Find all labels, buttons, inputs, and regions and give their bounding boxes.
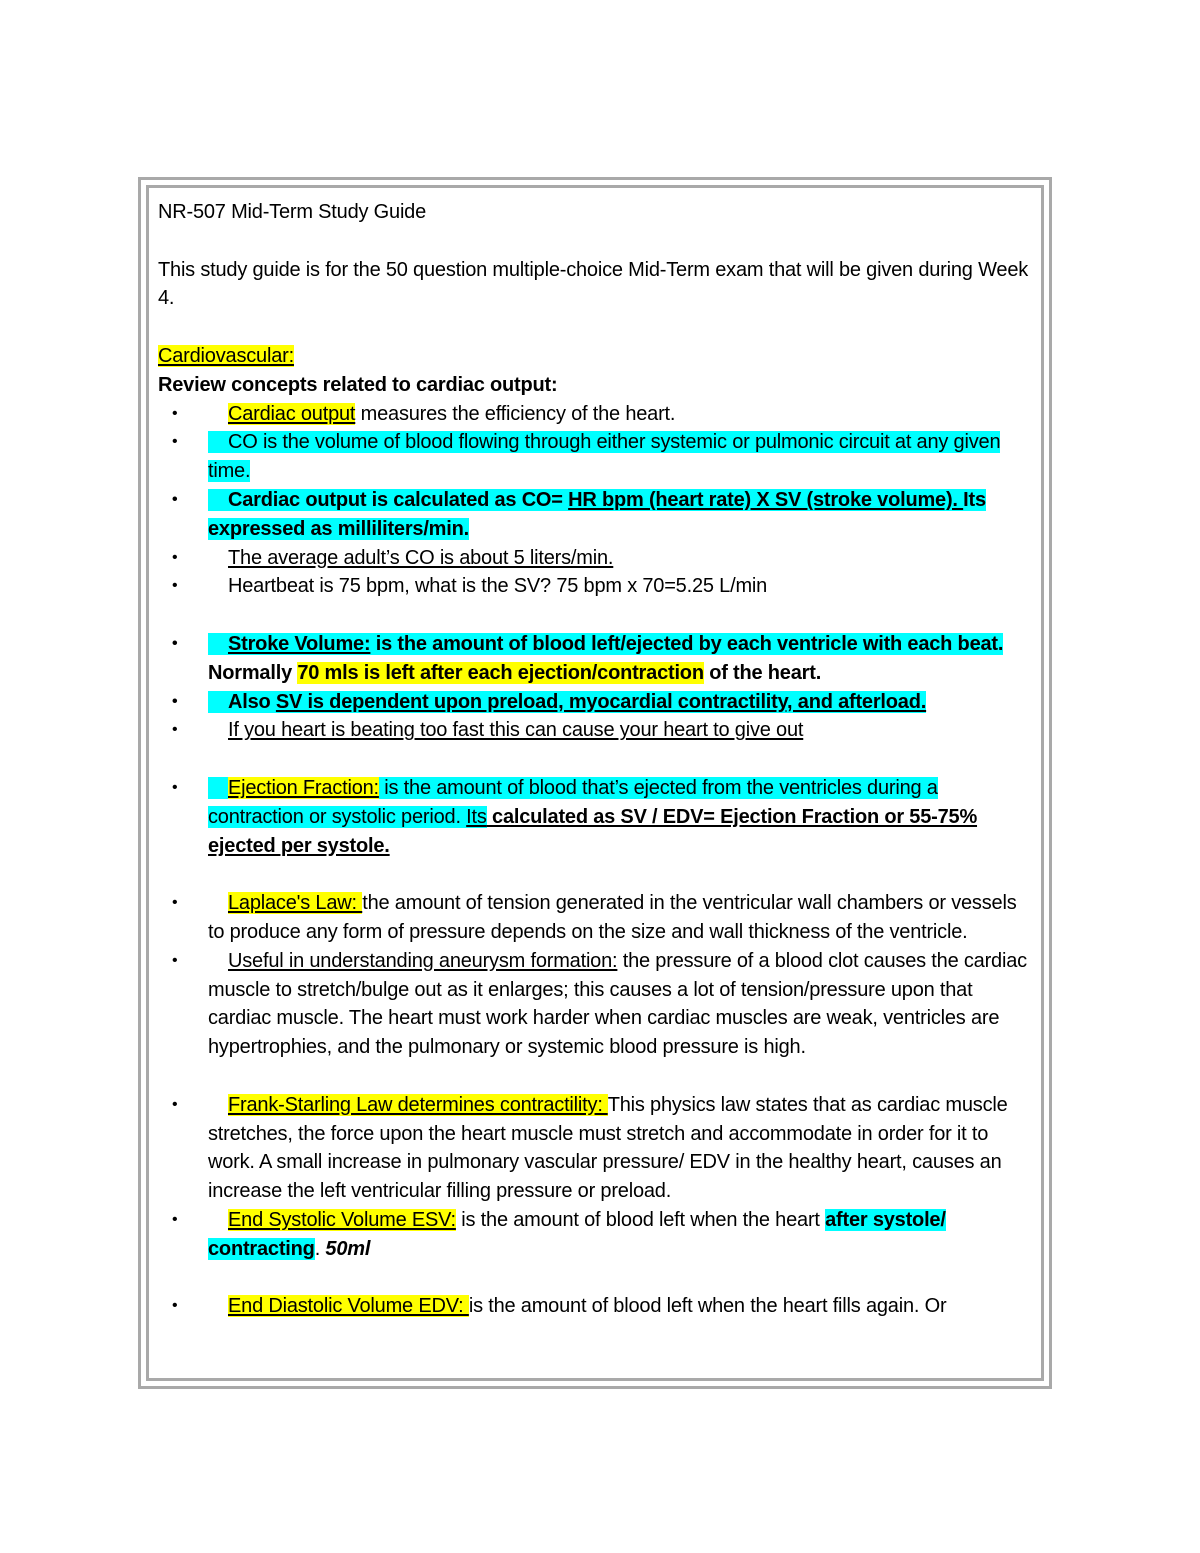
bullet-icon: • xyxy=(172,721,178,739)
bullet-icon: • xyxy=(172,404,178,422)
list-item: • Cardiac output measures the efficiency of the heart. xyxy=(158,400,1038,429)
list-item: • If you heart is beating too fast this can cause your heart to give out xyxy=(158,716,1038,745)
bullet-icon: • xyxy=(172,692,178,710)
list-item: • Also SV is dependent upon preload, myocardial contractility, and afterload. xyxy=(158,688,1038,717)
list-item: • Ejection Fraction: is the amount of blood that’s ejected from the ventricles during a contraction or systolic period. Its calculated as SV / EDV= Ejection Fraction or 55-75% ejected per systole. xyxy=(158,774,1038,860)
list-item: • Stroke Volume: is the amount of blood left/ejected by each ventricle with each beat. Normally 70 mls is left after each ejection/contraction of the heart. xyxy=(158,630,1038,688)
bullet-icon: • xyxy=(172,778,178,796)
bullet-icon: • xyxy=(172,1210,178,1228)
bullet-icon: • xyxy=(172,433,178,451)
bullet-icon: • xyxy=(172,490,178,508)
bullet-icon: • xyxy=(172,577,178,595)
list-item: • Frank-Starling Law determines contractility: This physics law states that as cardiac muscle stretches, the force upon the heart muscle must stretch and accommodate in order for it to work. A small increase in pulmonary vascular pressure/ EDV in the healthy heart, causes an increase the left ventricular filling pressure or preload. xyxy=(158,1091,1038,1206)
list-item: • Cardiac output is calculated as CO= HR bpm (heart rate) X SV (stroke volume). Its expressed as milliliters/min. xyxy=(158,486,1038,544)
bullet-icon: • xyxy=(172,1297,178,1315)
page-title: NR-507 Mid-Term Study Guide xyxy=(158,201,427,223)
bullet-icon: • xyxy=(172,548,178,566)
bullet-icon: • xyxy=(172,634,178,652)
list-item: • CO is the volume of blood flowing through either systemic or pulmonic circuit at any given time. xyxy=(158,428,1038,486)
list-item: • End Systolic Volume ESV: is the amount of blood left when the heart after systole/ contracting. 50ml xyxy=(158,1206,1038,1264)
bullet-icon: • xyxy=(172,951,178,969)
list-item: • Laplace's Law: the amount of tension generated in the ventricular wall chambers or vessels to produce any form of pressure depends on the size and wall thickness of the ventricle. xyxy=(158,889,1038,947)
study-guide-content xyxy=(158,198,1038,1321)
section-heading: Cardiovascular: xyxy=(158,344,294,367)
list-item: • End Diastolic Volume EDV: is the amount of blood left when the heart fills again. Or xyxy=(158,1292,1038,1321)
bullet-icon: • xyxy=(172,894,178,912)
list-item: • Heartbeat is 75 bpm, what is the SV? 75 bpm x 70=5.25 L/min xyxy=(158,572,1038,601)
subheading: Review concepts related to cardiac output: xyxy=(158,373,558,396)
intro-text: This study guide is for the 50 question multiple-choice Mid-Term exam that will be given during Week 4. xyxy=(158,258,1029,310)
bullet-icon: • xyxy=(172,1095,178,1113)
list-item: • Useful in understanding aneurysm formation: the pressure of a blood clot causes the cardiac muscle to stretch/bulge out as it enlarges; this causes a lot of tension/pressure upon that cardiac muscle. The heart must work harder when cardiac muscles are weak, ventricles are hypertrophies, and the pulmonary or systemic blood pressure is high. xyxy=(158,947,1038,1062)
list-item: • The average adult’s CO is about 5 liters/min. xyxy=(158,544,1038,573)
